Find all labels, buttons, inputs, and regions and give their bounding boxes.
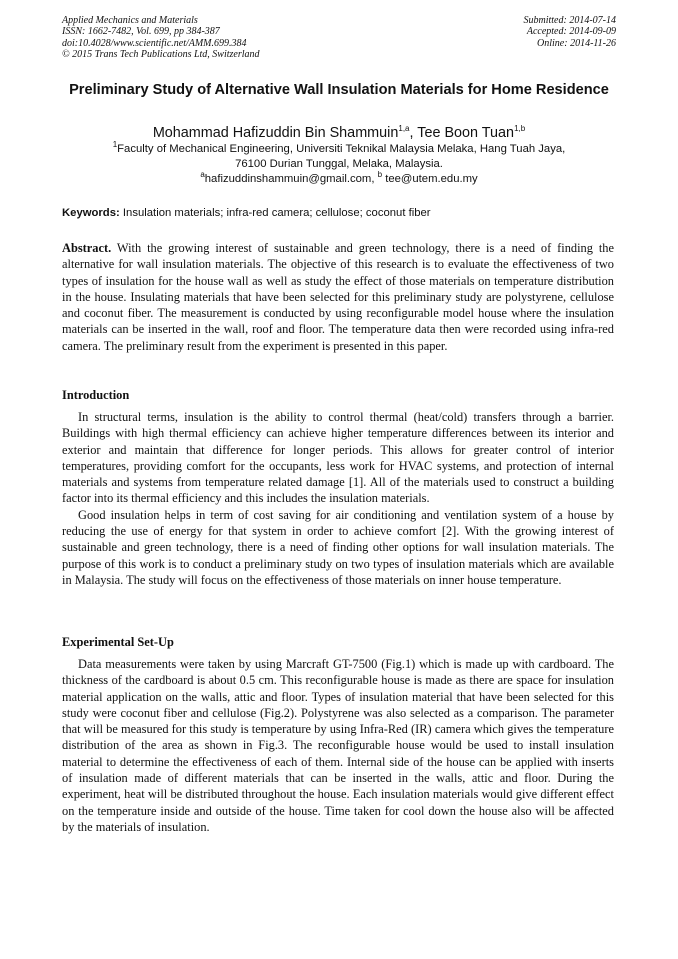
section-heading-introduction: Introduction — [62, 388, 130, 402]
affiliation-text: Faculty of Mechanical Engineering, Universiti Teknikal Malaysia Melaka, Hang Tuah Jaya, — [117, 143, 566, 155]
abstract-text: With the growing interest of sustainable and green technology, there is a need of finding the alternative for wall insulation materials. The objective of this research is to evaluate the effectiveness of two types of insulation for the house wall as well as study the effect of those materials on temperature distribution in the house. Insulating materials that have been selected for this preliminary study are polystyrene, cellulose and coconut fiber. The measurement is conducted by using reconfigurable model house where the insulation materials can be inserted in the wall, roof and floor. The temperature data then were recorded using infra-red camera. The preliminary result from the experiment is presented in this paper. — [62, 241, 614, 353]
author-separator: , — [409, 125, 418, 141]
paragraph: Good insulation helps in term of cost saving for air conditioning and ventilation system of a house by reducing the use of energy for that system in order to achieve comfort [2]. With the growing interest of sustainable and green technology, there is a need of finding other options for wall insulation materials. The purpose of this work is to conduct a preliminary study on two types of insulation materials which are available in Malaysia. The study will focus on the effectiveness of those materials on inner house temperature. — [62, 507, 614, 587]
paper-title: Preliminary Study of Alternative Wall Insulation Materials for Home Residence — [69, 82, 609, 98]
author-list — [40, 124, 638, 142]
abstract — [62, 240, 614, 354]
affiliation-address: 76100 Durian Tunggal, Melaka, Malaysia. — [235, 158, 443, 170]
author-name: Mohammad Hafizuddin Bin Shammuin — [152, 125, 399, 141]
submitted-date: Submitted: 2014-07-14 — [523, 15, 616, 26]
affiliation-line — [40, 142, 638, 157]
issn-line: ISSN: 1662-7482, Vol. 699, pp 384-387 — [62, 26, 220, 38]
section-heading-setup: Experimental Set-Up — [62, 635, 174, 649]
email-marker: b — [377, 170, 383, 180]
setup-section — [62, 656, 614, 835]
publication-info — [62, 15, 260, 61]
email-link[interactable]: hafizuddinshammuin@gmail.com, — [204, 173, 378, 185]
online-date: Online: 2014-11-26 — [537, 37, 616, 49]
accepted-date: Accepted: 2014-09-09 — [526, 26, 616, 38]
keywords-label: Keywords: — [62, 207, 120, 219]
doi-line: doi:10.4028/www.scientific.net/AMM.699.384 — [62, 37, 247, 49]
author-affiliation-marker: 1,a — [398, 124, 410, 134]
keywords — [62, 206, 616, 221]
email-link[interactable]: tee@utem.edu.my — [382, 173, 478, 185]
affiliation-marker: 1 — [112, 140, 118, 150]
journal-header — [62, 15, 616, 61]
author-name: Tee Boon Tuan — [417, 125, 515, 141]
email-marker: a — [200, 170, 205, 180]
author-emails — [40, 172, 638, 187]
journal-name: Applied Mechanics and Materials — [62, 15, 198, 26]
copyright-line: © 2015 Trans Tech Publications Ltd, Switzerland — [62, 49, 260, 61]
publication-dates — [524, 15, 617, 49]
affiliation — [40, 142, 638, 187]
paragraph: Data measurements were taken by using Marcraft GT-7500 (Fig.1) which is made up with cardboard. The thickness of the cardboard is about 0.5 cm. This reconfigurable house is made as there are space for insulation material application on the walls, attic and floor. Types of insulation material that have been selected for this study were coconut fiber and cellulose (Fig.2). Polystyrene was also selected as a comparison. The parameter that will be measured for this study is temperature by using Infra-Red (IR) camera which gives the temperature distribution of the area as shown in Fig.3. The reconfigurable house would be used to install insulation material to determine the effectiveness of each of them. Internal side of the house can be applied with inserts of insulation made of different materials that can be inserted in the walls, attic and floor. During the experiment, heat will be distributed throughout the house. Each insulation materials would give different effect on the temperature inside and outside of the house. Time taken for cool down the house also will be affected by the materials of insulation. — [62, 657, 614, 834]
introduction-section — [62, 409, 614, 588]
keywords-text: Insulation materials; infra-red camera; cellulose; coconut fiber — [119, 207, 431, 219]
author-affiliation-marker: 1,b — [514, 124, 526, 134]
paragraph: In structural terms, insulation is the ability to control thermal (heat/cold) transfers through a barrier. Buildings with high thermal efficiency can achieve higher temperature differences between its interior and exterior and maintain that difference for longer periods. This allows for greater control of interior temperatures, providing comfort for the occupants, less work for HVAC systems, and protection of internal materials and systems from temperature related damage [1]. All of the materials used to construct a building factor into its thermal efficiency and this includes the insulation materials. — [62, 410, 614, 506]
abstract-label: Abstract. — [62, 241, 112, 255]
